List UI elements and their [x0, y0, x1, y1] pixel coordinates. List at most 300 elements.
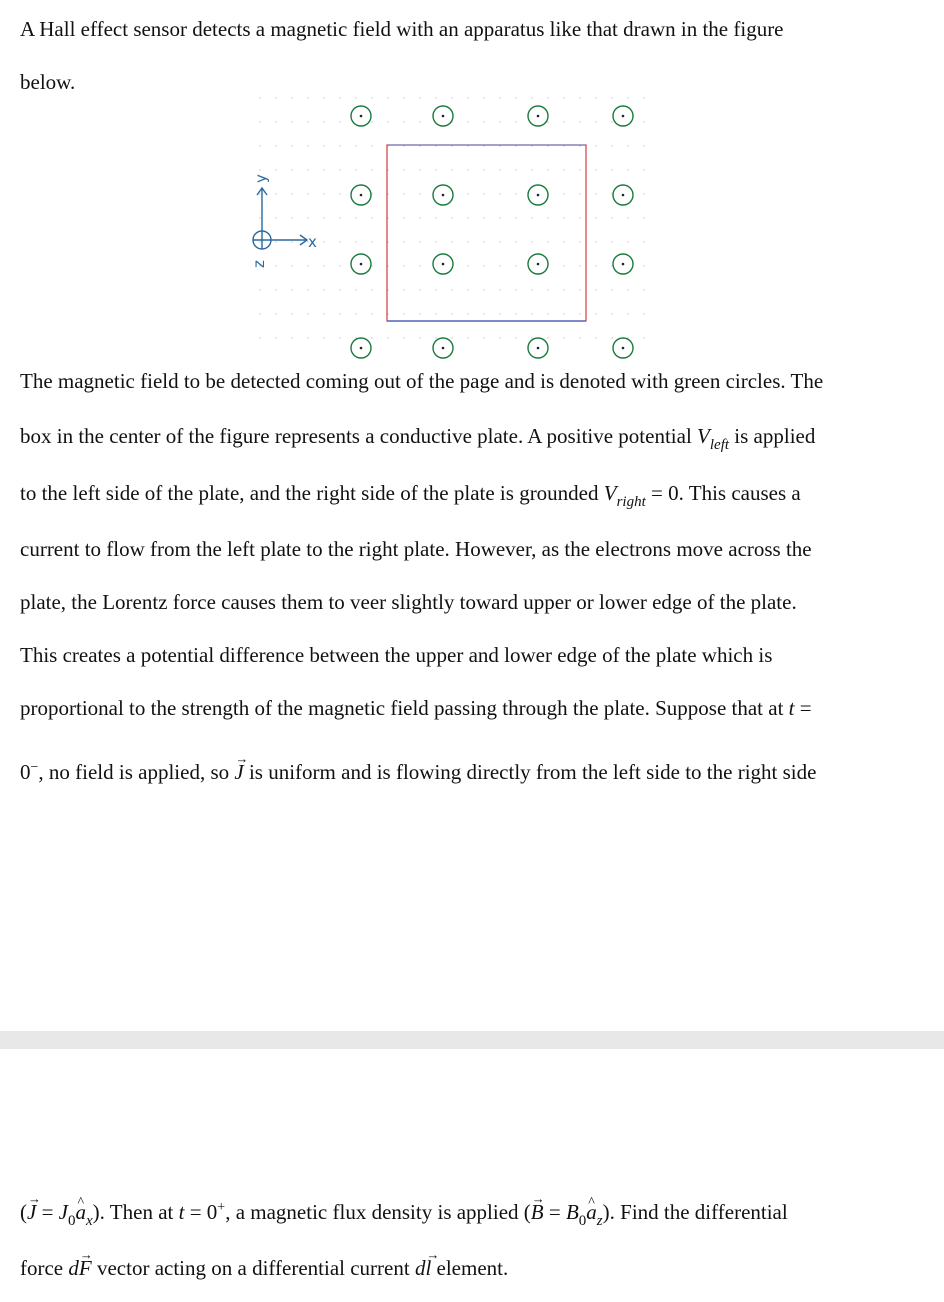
grid-dot	[323, 193, 325, 195]
grid-dot	[451, 289, 453, 291]
grid-dot	[259, 169, 261, 171]
c-j0-sub: 0	[68, 1213, 76, 1229]
grid-dot	[643, 313, 645, 315]
grid-dot	[467, 289, 469, 291]
grid-dot	[291, 313, 293, 315]
grid-dot	[483, 169, 485, 171]
grid-dot	[419, 313, 421, 315]
grid-dot	[643, 145, 645, 147]
axis-z-label: z	[250, 260, 268, 268]
grid-dot	[483, 217, 485, 219]
grid-dot	[611, 169, 613, 171]
grid-dot	[547, 169, 549, 171]
grid-dot	[483, 337, 485, 339]
para-line-5: plate, the Lorentz force causes them to veer slightly toward upper or lower edge of the plate.	[20, 590, 797, 614]
c-open: (	[20, 1200, 27, 1224]
grid-dot	[579, 193, 581, 195]
grid-dot	[419, 337, 421, 339]
grid-dot	[307, 289, 309, 291]
grid-dot	[323, 97, 325, 99]
grid-dot	[307, 145, 309, 147]
grid-dot	[643, 241, 645, 243]
grid-dot	[339, 169, 341, 171]
c-j-vec: → J	[27, 1199, 36, 1225]
grid-dot	[275, 121, 277, 123]
grid-dot	[339, 265, 341, 267]
grid-dot	[467, 97, 469, 99]
grid-dot	[467, 193, 469, 195]
j-vector: → J	[234, 759, 243, 785]
grid-dot	[595, 145, 597, 147]
grid-dot	[579, 97, 581, 99]
grid-dot	[515, 121, 517, 123]
c-b-vec: → B	[531, 1199, 544, 1225]
page-break-bar	[0, 1031, 944, 1049]
grid-dot	[483, 289, 485, 291]
grid-dot	[531, 97, 533, 99]
grid-dot	[499, 121, 501, 123]
grid-dot	[611, 289, 613, 291]
grid-dot	[563, 169, 565, 171]
grid-dot	[291, 97, 293, 99]
para-line-8	[20, 755, 816, 785]
field-marker-dot	[622, 115, 625, 118]
grid-dot	[547, 97, 549, 99]
grid-dot	[307, 169, 309, 171]
grid-dot	[259, 217, 261, 219]
grid-dot	[403, 289, 405, 291]
grid-dot	[595, 121, 597, 123]
grid-dot	[451, 337, 453, 339]
grid-dot	[643, 97, 645, 99]
grid-dot	[403, 337, 405, 339]
field-marker-dot	[442, 347, 445, 350]
grid-dot	[563, 193, 565, 195]
v-left-symbol: V	[697, 424, 710, 448]
c-ax-sub: x	[86, 1213, 93, 1229]
grid-dot	[419, 289, 421, 291]
grid-dot	[579, 169, 581, 171]
grid-dot	[499, 313, 501, 315]
c-a-hat-2: ^ a	[586, 1199, 597, 1225]
grid-dot	[275, 97, 277, 99]
grid-dot	[467, 313, 469, 315]
grid-dot	[275, 193, 277, 195]
grid-dot	[515, 241, 517, 243]
grid-dot	[403, 193, 405, 195]
c2-d: d	[68, 1256, 79, 1280]
grid-dot	[547, 217, 549, 219]
grid-dot	[483, 265, 485, 267]
grid-dot	[419, 121, 421, 123]
c-plus-sup: +	[217, 1200, 226, 1215]
grid-dot	[611, 145, 613, 147]
grid-dot	[403, 217, 405, 219]
grid-dot	[291, 241, 293, 243]
grid-dot	[435, 289, 437, 291]
grid-dot	[467, 121, 469, 123]
para-line-3b: = 0. This causes a	[645, 481, 801, 505]
c-j0: J	[58, 1200, 68, 1224]
grid-dot	[627, 97, 629, 99]
para-line-3a: to the left side of the plate, and the right side of the plate is grounded	[20, 481, 604, 505]
grid-dot	[355, 313, 357, 315]
grid-dot	[355, 97, 357, 99]
grid-dot	[563, 97, 565, 99]
grid-dot	[643, 217, 645, 219]
grid-dot	[499, 217, 501, 219]
grid-dot	[595, 265, 597, 267]
c-close2: ).	[602, 1200, 615, 1224]
cont-line-2	[20, 1255, 508, 1281]
cont-line-1	[20, 1195, 788, 1234]
grid-dot	[547, 121, 549, 123]
c-b0-sub: 0	[578, 1213, 587, 1229]
grid-dot	[339, 121, 341, 123]
grid-dot	[419, 241, 421, 243]
grid-dot	[387, 97, 389, 99]
grid-dot	[531, 217, 533, 219]
grid-dot	[611, 337, 613, 339]
grid-dot	[371, 169, 373, 171]
grid-dot	[275, 145, 277, 147]
grid-dot	[435, 169, 437, 171]
intro-line-1: A Hall effect sensor detects a magnetic field with an apparatus like that drawn in the figure	[20, 17, 784, 41]
grid-dot	[323, 265, 325, 267]
grid-dot	[499, 169, 501, 171]
grid-dot	[259, 193, 261, 195]
grid-dot	[483, 121, 485, 123]
grid-dot	[515, 265, 517, 267]
grid-dot	[371, 217, 373, 219]
grid-dot	[307, 193, 309, 195]
grid-dot	[483, 193, 485, 195]
grid-dot	[563, 241, 565, 243]
para-line-3	[20, 480, 801, 515]
grid-dot	[371, 145, 373, 147]
axis-x-label: x	[308, 233, 317, 251]
grid-dot	[355, 289, 357, 291]
field-marker-dot	[360, 263, 363, 266]
v-right-sub: right	[616, 494, 646, 510]
grid-dot	[307, 217, 309, 219]
c2-l-vec: → l	[425, 1255, 431, 1281]
grid-dot	[499, 289, 501, 291]
axis-y-label: y	[252, 174, 270, 183]
grid-dot	[467, 241, 469, 243]
grid-dot	[339, 217, 341, 219]
c-eq2: = 0	[184, 1200, 218, 1224]
grid-dot	[643, 289, 645, 291]
grid-dot	[355, 241, 357, 243]
grid-dot	[371, 337, 373, 339]
field-marker-dot	[537, 347, 540, 350]
grid-dot	[419, 217, 421, 219]
grid-dot	[563, 313, 565, 315]
grid-dot	[387, 121, 389, 123]
t-symbol: t	[788, 696, 795, 720]
c2-text1: force	[20, 1256, 69, 1280]
grid-dot	[419, 265, 421, 267]
grid-dot	[547, 289, 549, 291]
field-marker-dot	[442, 194, 445, 197]
grid-dot	[643, 121, 645, 123]
grid-dot	[579, 217, 581, 219]
grid-dot	[595, 289, 597, 291]
grid-dot	[371, 241, 373, 243]
grid-dot	[387, 337, 389, 339]
grid-dot	[403, 121, 405, 123]
grid-dot	[531, 313, 533, 315]
grid-dot	[531, 241, 533, 243]
grid-dot	[323, 241, 325, 243]
grid-dot	[371, 289, 373, 291]
c-text1: Then at	[104, 1200, 179, 1224]
grid-dot	[291, 265, 293, 267]
grid-dot	[307, 337, 309, 339]
grid-dot	[499, 241, 501, 243]
grid-dot	[339, 241, 341, 243]
para-line-4: current to flow from the left plate to the right plate. However, as the electrons move across the	[20, 537, 812, 561]
grid-dot	[339, 313, 341, 315]
grid-dot	[371, 313, 373, 315]
grid-dot	[579, 337, 581, 339]
grid-dot	[595, 217, 597, 219]
grid-dot	[323, 121, 325, 123]
grid-dot	[275, 313, 277, 315]
c2-text2: vector acting on a differential current	[91, 1256, 415, 1280]
grid-dot	[275, 217, 277, 219]
grid-dot	[259, 97, 261, 99]
para-line-2a: box in the center of the figure represents a conductive plate. A positive potential	[20, 424, 698, 448]
grid-dot	[627, 169, 629, 171]
grid-dot	[259, 313, 261, 315]
grid-dot	[499, 265, 501, 267]
grid-dot	[531, 289, 533, 291]
grid-dot	[323, 289, 325, 291]
field-marker-dot	[442, 115, 445, 118]
grid-dot	[531, 337, 533, 339]
grid-dot	[339, 97, 341, 99]
grid-dot	[339, 193, 341, 195]
c-eq: =	[36, 1200, 59, 1224]
grid-dot	[371, 121, 373, 123]
c-close: ).	[92, 1200, 105, 1224]
dot-grid	[259, 97, 645, 339]
grid-dot	[515, 169, 517, 171]
grid-dot	[611, 217, 613, 219]
field-marker-dot	[622, 194, 625, 197]
grid-dot	[643, 169, 645, 171]
grid-dot	[355, 145, 357, 147]
grid-dot	[323, 169, 325, 171]
grid-dot	[371, 97, 373, 99]
grid-dot	[291, 193, 293, 195]
grid-dot	[563, 337, 565, 339]
grid-dot	[259, 121, 261, 123]
para-line-8a: , no field is applied, so	[38, 760, 235, 784]
grid-dot	[467, 217, 469, 219]
grid-dot	[451, 217, 453, 219]
para-line-2	[20, 423, 815, 458]
grid-dot	[339, 337, 341, 339]
grid-dot	[611, 241, 613, 243]
c2-text3: element.	[431, 1256, 509, 1280]
grid-dot	[499, 193, 501, 195]
grid-dot	[595, 313, 597, 315]
grid-dot	[467, 337, 469, 339]
grid-dot	[307, 97, 309, 99]
c-t: t	[178, 1200, 185, 1224]
grid-dot	[483, 97, 485, 99]
field-marker-dot	[360, 347, 363, 350]
c2-f-vec: → F	[79, 1255, 92, 1281]
grid-dot	[483, 313, 485, 315]
field-marker-dot	[537, 115, 540, 118]
grid-dot	[275, 337, 277, 339]
grid-dot	[579, 265, 581, 267]
grid-dot	[259, 289, 261, 291]
grid-dot	[563, 289, 565, 291]
c-open2: (	[523, 1200, 531, 1224]
para-line-6: This creates a potential difference between the upper and lower edge of the plate which is	[20, 643, 773, 667]
grid-dot	[643, 193, 645, 195]
grid-dot	[307, 265, 309, 267]
grid-dot	[611, 121, 613, 123]
grid-dot	[579, 241, 581, 243]
grid-dot	[499, 337, 501, 339]
grid-dot	[355, 169, 357, 171]
grid-dot	[451, 241, 453, 243]
grid-dot	[467, 265, 469, 267]
grid-dot	[451, 169, 453, 171]
para-line-7b: =	[794, 696, 812, 720]
grid-dot	[515, 217, 517, 219]
grid-dot	[339, 145, 341, 147]
field-markers	[351, 106, 633, 358]
grid-dot	[291, 169, 293, 171]
grid-dot	[611, 97, 613, 99]
grid-dot	[515, 313, 517, 315]
c-text3: Find the differential	[614, 1200, 788, 1224]
grid-dot	[595, 241, 597, 243]
c-text2: , a magnetic flux density is applied	[225, 1200, 524, 1224]
grid-dot	[291, 217, 293, 219]
grid-dot	[627, 241, 629, 243]
grid-dot	[275, 169, 277, 171]
grid-dot	[611, 313, 613, 315]
grid-dot	[467, 169, 469, 171]
field-marker-dot	[622, 347, 625, 350]
c-a-hat: ^ a	[76, 1199, 87, 1225]
c-az-sub: z	[596, 1213, 603, 1229]
grid-dot	[291, 289, 293, 291]
grid-dot	[579, 289, 581, 291]
grid-dot	[403, 265, 405, 267]
grid-dot	[259, 145, 261, 147]
c2-d2: d	[414, 1256, 426, 1280]
grid-dot	[403, 241, 405, 243]
coordinate-axes	[253, 188, 307, 249]
grid-dot	[435, 241, 437, 243]
grid-dot	[307, 121, 309, 123]
grid-dot	[451, 97, 453, 99]
field-marker-dot	[360, 194, 363, 197]
grid-dot	[563, 121, 565, 123]
grid-dot	[515, 289, 517, 291]
grid-dot	[627, 289, 629, 291]
hall-effect-figure	[240, 92, 660, 364]
grid-dot	[355, 217, 357, 219]
grid-dot	[499, 97, 501, 99]
grid-dot	[403, 169, 405, 171]
grid-dot	[259, 337, 261, 339]
grid-dot	[419, 97, 421, 99]
para-line-1: The magnetic field to be detected coming out of the page and is denoted with green circles. The	[20, 369, 824, 393]
grid-dot	[579, 121, 581, 123]
grid-dot	[595, 97, 597, 99]
grid-dot	[435, 217, 437, 219]
intro-line-2: below.	[20, 70, 76, 94]
conductive-plate	[387, 145, 586, 321]
grid-dot	[483, 241, 485, 243]
para-line-7	[20, 695, 812, 721]
para-line-7a: proportional to the strength of the magnetic field passing through the plate. Suppose that at	[20, 696, 789, 720]
grid-dot	[627, 217, 629, 219]
grid-dot	[275, 241, 277, 243]
c-b0: B	[565, 1200, 579, 1224]
field-marker-dot	[537, 194, 540, 197]
grid-dot	[435, 97, 437, 99]
minus-sup: −	[30, 760, 39, 775]
field-marker-dot	[537, 263, 540, 266]
grid-dot	[291, 337, 293, 339]
grid-dot	[579, 313, 581, 315]
grid-dot	[595, 337, 597, 339]
grid-dot	[403, 313, 405, 315]
grid-dot	[323, 313, 325, 315]
grid-dot	[323, 145, 325, 147]
grid-dot	[451, 313, 453, 315]
grid-dot	[531, 169, 533, 171]
grid-dot	[547, 241, 549, 243]
grid-dot	[419, 169, 421, 171]
zero-minus: 0	[20, 760, 31, 784]
field-marker-dot	[442, 263, 445, 266]
grid-dot	[643, 337, 645, 339]
grid-dot	[515, 97, 517, 99]
grid-dot	[595, 169, 597, 171]
v-right-symbol: V	[603, 481, 617, 505]
grid-dot	[435, 313, 437, 315]
grid-dot	[403, 97, 405, 99]
grid-dot	[627, 313, 629, 315]
grid-dot	[627, 145, 629, 147]
grid-dot	[547, 313, 549, 315]
grid-dot	[563, 217, 565, 219]
grid-dot	[291, 145, 293, 147]
grid-dot	[307, 313, 309, 315]
grid-dot	[435, 337, 437, 339]
grid-dot	[291, 121, 293, 123]
grid-dot	[339, 289, 341, 291]
grid-dot	[563, 265, 565, 267]
para-line-2b: is applied	[729, 424, 816, 448]
grid-dot	[595, 193, 597, 195]
grid-dot	[259, 241, 261, 243]
para-line-8b: is uniform and is flowing directly from the left side to the right side	[243, 760, 817, 784]
grid-dot	[547, 337, 549, 339]
